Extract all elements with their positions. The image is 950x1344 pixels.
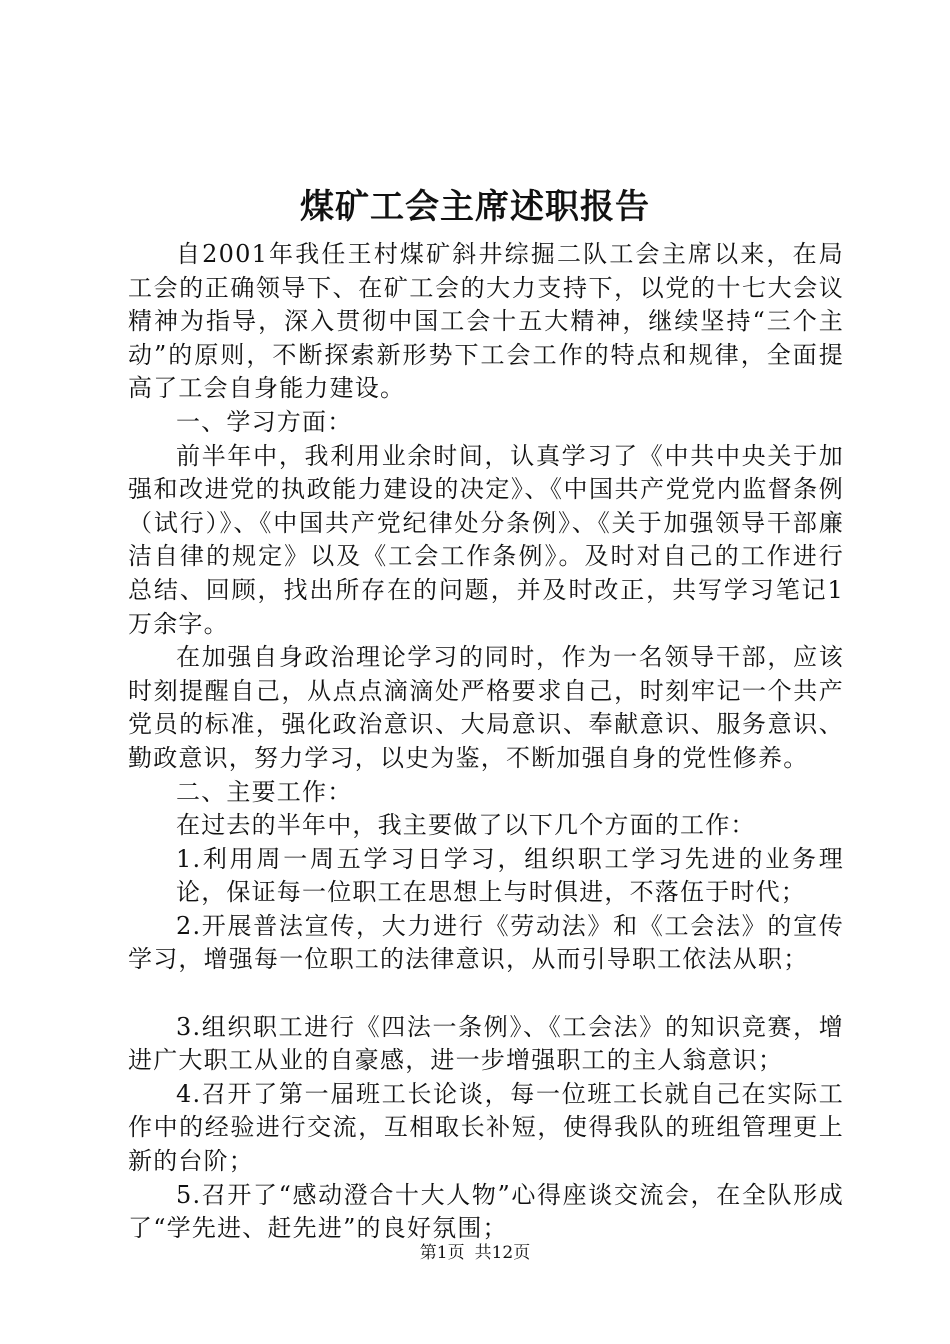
section-heading-study: 一、学习方面： [176, 407, 353, 436]
document-body [128, 238, 844, 1246]
document-title: 煤矿工会主席述职报告 [300, 187, 650, 227]
paragraph-study-2: 在加强自身政治理论学习的同时，作为一名领导干部，应该时刻提醒自己，从点点滴滴处严格要求自己，时刻牢记一个共产党员的标准，强化政治意识、大局意识、奉献意识、服务意识、勤政意识，努力学习，以史为鉴，不断加强自身的党性修养。 [128, 643, 844, 772]
blank-line [128, 977, 844, 1011]
paragraph-study-1: 前半年中，我利用业余时间，认真学习了《中共中央关于加强和改进党的执政能力建设的决定》、《中国共产党党内监督条例（试行）》、《中国共产党纪律处分条例》、《关于加强领导干部廉洁自律的规定》以及《工会工作条例》。及时对自己的工作进行总结、回顾，找出所存在的问题，并及时改正，共写学习笔记1万余字。 [128, 441, 844, 638]
page-total: 共12页 [474, 1243, 531, 1263]
section-heading-work: 二、主要工作： [176, 777, 353, 806]
page-number: 第1页 [419, 1243, 465, 1263]
page-footer [0, 1240, 950, 1266]
paragraph-work-intro: 在过去的半年中，我主要做了以下几个方面的工作： [176, 811, 756, 840]
list-item-2: 2.开展普法宣传，大力进行《劳动法》和《工会法》的宣传学习，增强每一位职工的法律意识，从而引导职工依法从职； [128, 911, 844, 974]
paragraph-intro: 自2001年我任王村煤矿斜井综掘二队工会主席以来，在局工会的正确领导下、在矿工会的大力支持下，以党的十七大会议精神为指导，深入贯彻中国工会十五大精神，继续坚持“三个主动”的原则，不断探索新形势下工会工作的特点和规律，全面提高了工会自身能力建设。 [128, 240, 844, 403]
list-item-3: 3.组织职工进行《四法一条例》、《工会法》的知识竞赛，增进广大职工从业的自豪感，进一步增强职工的主人翁意识； [128, 1012, 844, 1075]
list-item-4: 4.召开了第一届班工长论谈，每一位班工长就自己在实际工作中的经验进行交流，互相取长补短，使得我队的班组管理更上新的台阶； [128, 1079, 844, 1176]
list-item-1: 1.利用周一周五学习日学习，组织职工学习先进的业务理论，保证每一位职工在思想上与时俱进，不落伍于时代； [176, 844, 844, 907]
list-item-5: 5.召开了“感动澄合十大人物”心得座谈交流会，在全队形成了“学先进、赶先进”的良好氛围； [128, 1180, 844, 1243]
